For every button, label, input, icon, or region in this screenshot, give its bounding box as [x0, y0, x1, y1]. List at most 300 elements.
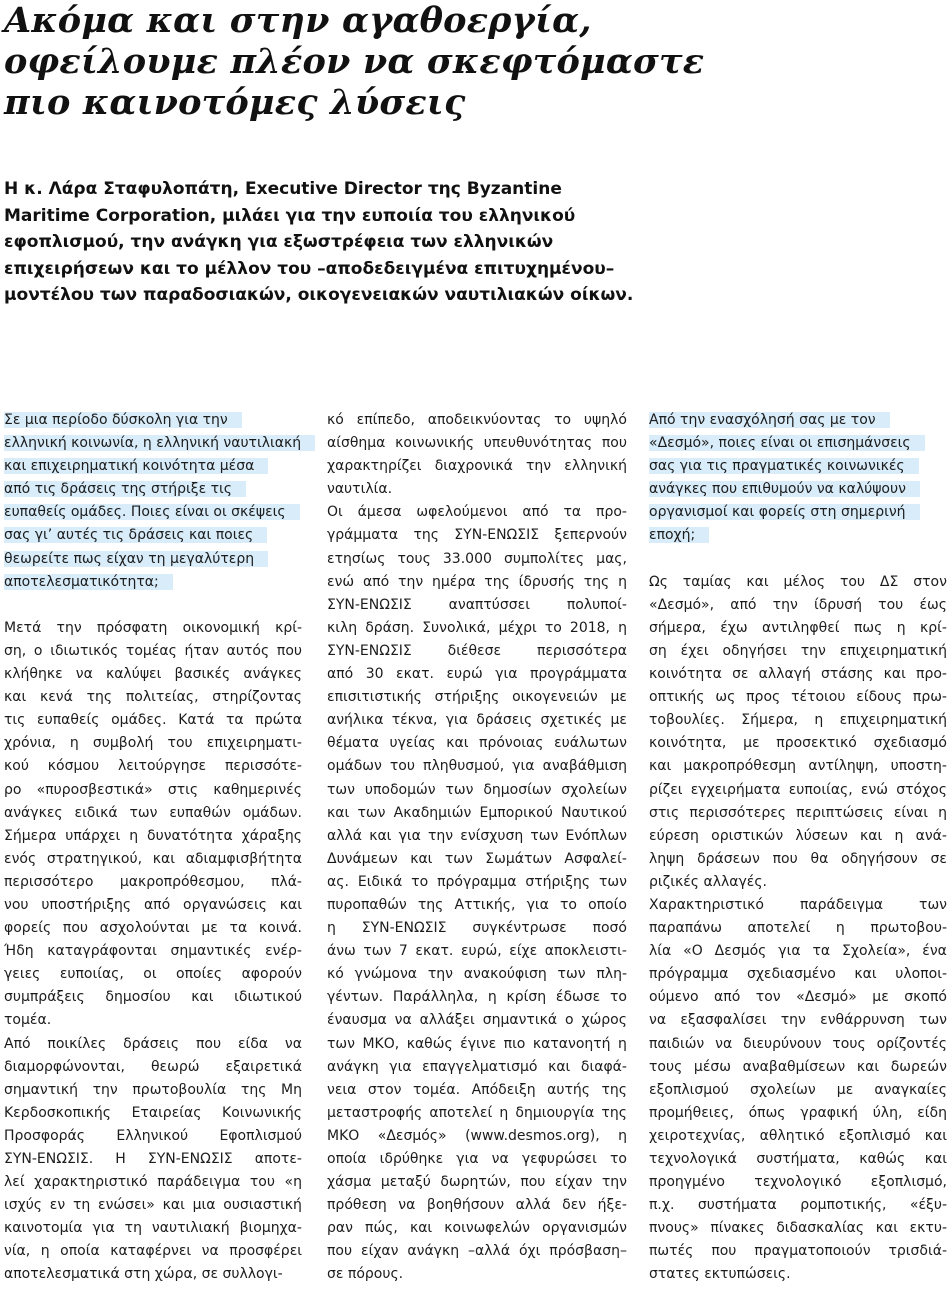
word: πρωτοβου- [870, 920, 947, 937]
word: «Ο [683, 943, 703, 960]
text-line [649, 1033, 947, 1056]
word: των [444, 850, 473, 867]
text-line [649, 1171, 947, 1194]
text-line [649, 1079, 947, 1102]
word: υπευθυνότητας [483, 435, 593, 452]
word: ωφελούμενοι [416, 504, 508, 521]
text-line [649, 594, 947, 617]
word: τους [397, 550, 431, 567]
word: περισσότερα [536, 642, 627, 659]
text-line: αποτελεσματικά στη χώρα, σε συλλογι- [4, 1266, 283, 1283]
word: οποίο [588, 896, 627, 913]
word: ας. [327, 873, 349, 890]
word: από [714, 989, 741, 1006]
word: που [327, 1243, 353, 1260]
word: ασχολούνται [99, 920, 190, 937]
word: ΣΥΝ-ΕΝΩΣΙΣ [327, 642, 412, 659]
text-line [327, 455, 627, 478]
word: ειδικά [74, 804, 118, 821]
word: την [427, 827, 454, 844]
word: 33.000 [442, 550, 492, 567]
word: στις [167, 781, 199, 798]
word: προμήθειες, [649, 1104, 734, 1121]
text-line [649, 917, 947, 940]
word: κρί- [275, 619, 302, 636]
word: λύσεων [795, 827, 848, 844]
text-line [4, 802, 302, 825]
word: η [618, 1035, 627, 1052]
word: εγχειρήματα [690, 781, 781, 798]
word: Συνολικά, [422, 619, 491, 636]
word: την [525, 458, 552, 475]
word: ποικίλες [47, 1035, 107, 1052]
highlighted-text: και επιχειρηματική κοινότητα μέσα [4, 458, 268, 474]
highlighted-text: θεωρείτε πως είχαν τη μεγαλύτερη [4, 551, 268, 567]
article-intro [4, 176, 644, 309]
word: η [894, 827, 904, 844]
word: διαφά- [580, 1058, 627, 1075]
word: έναυσμα [327, 1012, 387, 1029]
word: οικονομική [182, 619, 260, 636]
word: ίδρυσή [813, 596, 862, 613]
word: για [389, 1058, 412, 1075]
intro-line: Η κ. Λάρα Σταφυλοπάτη, Executive Director της Byzantine [4, 179, 562, 199]
word: έγινε [460, 1035, 497, 1052]
word: ευρώ [446, 666, 483, 683]
word: πλη- [596, 966, 627, 983]
word: κό [327, 412, 344, 428]
word: μακροπρόθεσμη [683, 758, 797, 775]
word: τα [812, 943, 831, 960]
word: πρόνοιας [479, 735, 544, 752]
word: σχολείων [749, 1081, 816, 1098]
word: με [610, 689, 627, 706]
word: ευπαθών [169, 804, 231, 821]
highlighted-text: σας γι’ αυτές τις δράσεις και ποιες [4, 527, 267, 543]
word: σχεδιασμό [873, 735, 947, 752]
word: «Δεσμό», [649, 596, 715, 613]
article-title [4, 0, 705, 123]
text-line [649, 709, 947, 732]
word: τέκνα, [391, 712, 438, 729]
text-line [327, 640, 627, 663]
word: τρισδιά- [888, 1243, 947, 1260]
question-line [4, 524, 302, 547]
question-line [4, 478, 302, 501]
word: αλλάξει [419, 1012, 475, 1029]
word: που [601, 435, 627, 452]
word: αποτελεί [429, 1104, 493, 1121]
word: νου [4, 896, 29, 913]
text-line [649, 1056, 947, 1079]
text-line [649, 640, 947, 663]
word: το [559, 896, 577, 913]
word: στον [367, 1081, 402, 1098]
word: ανάγκες [4, 804, 63, 821]
word: εξασφαλίσει [680, 1012, 767, 1029]
word: Χαρακτηριστικό [649, 896, 764, 913]
text-line [327, 825, 627, 848]
text-line [327, 986, 627, 1009]
word: που [195, 1035, 222, 1052]
highlighted-text: ευπαθείς ομάδες. Ποιες είναι οι σκέψεις [4, 504, 300, 520]
word: της [240, 1081, 267, 1098]
word: να [394, 1012, 412, 1029]
text-line [327, 524, 627, 547]
word: πίνακες [710, 1220, 765, 1237]
word: ανάγκη [327, 1058, 379, 1075]
word: Ήδη [4, 943, 34, 960]
word: οι [143, 966, 157, 983]
text-line [327, 963, 627, 986]
question-line [4, 432, 302, 455]
word: αυτός [226, 642, 270, 659]
word: από [327, 666, 354, 683]
text-line [4, 617, 302, 640]
word: γράμματα [327, 527, 399, 544]
word: δημοσίου [105, 989, 171, 1006]
text-line [4, 986, 302, 1009]
word: η [938, 804, 947, 821]
text-line [4, 1148, 302, 1171]
word: των [327, 781, 355, 798]
text-line [649, 986, 947, 1009]
word: πνους» [649, 1220, 699, 1237]
word: δεν [562, 1197, 587, 1214]
word: Σωμάτων [485, 850, 552, 867]
word: μας, [596, 550, 627, 567]
word: που [62, 920, 89, 937]
text-line [327, 802, 627, 825]
question-line [4, 548, 302, 571]
word: ο [33, 642, 43, 659]
word: ΣΥΝ-ΕΝΩΣΙΣ [327, 596, 412, 613]
word: ιδιωτικού [234, 989, 302, 1006]
word: παραπάνω [649, 920, 722, 937]
word: με [743, 735, 760, 752]
word: τοβουλίες. [649, 712, 725, 729]
word: συμπολίτες [503, 550, 585, 567]
word: πληθυσμού, [423, 758, 505, 775]
text-line [649, 802, 947, 825]
word: από [730, 596, 757, 613]
word: ανά- [915, 827, 947, 844]
word: των [445, 781, 474, 798]
word: προσεκτικό [776, 735, 857, 752]
word: δράσεις [123, 1035, 180, 1052]
word: συστήματα, [756, 1151, 840, 1167]
word: 2018, [569, 619, 611, 636]
word: τέτοιου [791, 689, 846, 706]
word: να [75, 666, 93, 683]
word: εν [49, 1197, 66, 1214]
word: οποία [60, 1243, 100, 1260]
text-line [327, 1240, 627, 1263]
paragraph-gap [649, 548, 947, 571]
word: και [649, 758, 672, 775]
word: κρί- [920, 619, 947, 636]
word: σημαντική [4, 1081, 78, 1098]
text-line [649, 1217, 947, 1240]
text-line [4, 1079, 302, 1102]
word: αλλαγή [758, 666, 811, 683]
word: μεταστροφής [327, 1104, 423, 1121]
word: στήριξης [434, 689, 500, 706]
word: Απόδειξη [471, 1081, 536, 1098]
word: περιπτώσεις [796, 804, 884, 821]
question-line [649, 455, 947, 478]
text-line [649, 779, 947, 802]
question-line [649, 409, 947, 432]
word: πώς, [365, 1220, 398, 1237]
word: κρίση [506, 989, 547, 1006]
text-line [649, 1148, 947, 1171]
text-line [4, 640, 302, 663]
word: προηγμένο [649, 1174, 725, 1191]
word: μέλος [783, 573, 826, 590]
word: προγράμματα [529, 666, 627, 683]
word: –αλλά [468, 1243, 511, 1260]
word: πωτές [649, 1243, 694, 1260]
word: τους [832, 1035, 866, 1052]
word: τα [563, 504, 582, 521]
word: υποστήριξης [41, 896, 132, 913]
text-line [649, 663, 947, 686]
word: χειροτεχνίας, [649, 1127, 746, 1144]
text-line [4, 709, 302, 732]
word: περισσότερο [4, 873, 94, 890]
word: στόχος [896, 781, 947, 798]
text-line: σε πόρους. [327, 1266, 404, 1283]
word: ισχύς [4, 1197, 43, 1214]
word: ένα [922, 943, 947, 960]
word: έχω [720, 619, 748, 636]
word: των [363, 943, 392, 960]
word: και [409, 1220, 433, 1237]
word: Οι [327, 504, 343, 521]
word: θα [810, 850, 829, 867]
text-line [327, 1102, 627, 1125]
word: και [856, 1058, 880, 1075]
word: εκατ. [396, 666, 434, 683]
word: κού [4, 758, 29, 775]
word: η [129, 827, 139, 844]
text-line [4, 1125, 302, 1148]
word: εκτυ- [909, 1220, 947, 1237]
paragraph-gap [4, 594, 302, 617]
word: σχολείων [561, 781, 627, 798]
answer-paragraph [649, 571, 947, 894]
word: κενά [39, 689, 73, 706]
text-line [649, 1102, 947, 1125]
word: Αττικής, [454, 896, 516, 913]
word: σε [930, 850, 947, 867]
word: αποδεικνύοντας [427, 412, 542, 428]
text-line [649, 1009, 947, 1032]
text-line [327, 894, 627, 917]
word: λεί [4, 1174, 25, 1191]
answer-paragraph [4, 1033, 302, 1287]
word: με [610, 712, 627, 729]
word: την [398, 573, 424, 590]
word: συμβολή [92, 735, 154, 752]
interview-question [649, 409, 947, 548]
word: αναγκαίες [874, 1081, 947, 1098]
word: ρο [4, 781, 22, 798]
intro-line: μοντέλου των παραδοσιακών, οικογενειακών ναυτιλιακών οίκων. [4, 285, 634, 305]
word: και [746, 573, 769, 590]
text-line [649, 1194, 947, 1217]
word: αντιληφθεί [762, 619, 840, 636]
word: αδιαμφισβήτητα [185, 850, 302, 867]
text-line [4, 894, 302, 917]
word: δωρητών, [440, 1174, 511, 1191]
word: και [410, 850, 433, 867]
word: χώρος [581, 1012, 627, 1029]
word: όχι [518, 1243, 541, 1260]
word: των [129, 804, 158, 821]
word: με [872, 989, 889, 1006]
text-line [327, 1148, 627, 1171]
word: θέματα [327, 735, 379, 752]
word: Εφοπλισμού [219, 1127, 302, 1144]
text-line [4, 686, 302, 709]
word: οριστικών [711, 827, 784, 844]
word: διέθεσε [447, 642, 502, 659]
word: σχεδιασμένο [746, 966, 836, 983]
word: καταγράφονται [47, 943, 157, 960]
highlighted-text: ελληνική κοινωνία, η ελληνική ναυτιλιακή [4, 435, 315, 451]
intro-line: επιχειρήσεων και το μέλλον του –αποδεδειγμένα επιτυχημένου– [4, 258, 615, 279]
word: την [56, 619, 82, 636]
word: για [398, 827, 421, 844]
text-line [4, 1056, 302, 1079]
word: και [446, 735, 469, 752]
word: κλήθηκε [4, 666, 63, 683]
question-line [4, 571, 302, 594]
word: Ενόπλων [565, 827, 627, 844]
word: διαχρονικά [434, 458, 513, 475]
word: κοινότητα [649, 666, 722, 683]
text-line [327, 871, 627, 894]
word: ευπαθείς [37, 712, 100, 729]
word: νία, [4, 1243, 31, 1260]
word: η [40, 1243, 50, 1260]
word: πλά- [270, 873, 302, 890]
question-line [649, 524, 947, 547]
word: των [919, 896, 947, 913]
word: ξεπερνούν [554, 527, 627, 544]
text-line [327, 617, 627, 640]
word: πρωτοβουλία [132, 1081, 227, 1098]
word: ταμίας [682, 573, 732, 590]
text-line [4, 963, 302, 986]
text-line [327, 1009, 627, 1032]
text-line [327, 1033, 627, 1056]
text-line [649, 848, 947, 871]
word: ως [715, 689, 736, 706]
word: η [618, 619, 627, 636]
highlighted-text: Από την ενασχόλησή σας με τον [649, 412, 890, 428]
word: Σχολεία», [842, 943, 911, 960]
word: των [557, 966, 586, 983]
word: οπτικής [649, 689, 705, 706]
word: Η [115, 1151, 126, 1167]
text-line [327, 594, 627, 617]
word: της [583, 573, 610, 590]
text-line [4, 917, 302, 940]
word: πυροπαθών [327, 896, 407, 913]
word: ανήλικα [327, 712, 384, 729]
word: για [445, 712, 468, 729]
word: για [778, 943, 801, 960]
text-line [327, 1125, 627, 1148]
word: αλλά [515, 1197, 551, 1214]
text-line [327, 848, 627, 871]
word: τους [649, 1058, 683, 1075]
word: οδηγήσει [722, 642, 787, 659]
word: η [69, 735, 79, 752]
word: παράδειγμα [157, 1174, 241, 1191]
word: εξαιρετικά [225, 1058, 302, 1075]
word: για [456, 1151, 479, 1167]
word: που [520, 1174, 546, 1191]
text-line [649, 732, 947, 755]
highlighted-text: οργανισμοί και φορείς στη σημερινή [649, 504, 920, 520]
question-line [649, 432, 947, 455]
word: το [411, 873, 429, 890]
word: επαγγελματισμό [422, 1058, 538, 1075]
word: ενώ [327, 573, 355, 590]
word: οργανισμών [542, 1220, 627, 1237]
word: εξοπλισμό, [870, 1174, 947, 1191]
interview-question [4, 409, 302, 594]
word: λία [649, 943, 672, 960]
word: να [649, 1012, 667, 1029]
word: πρόγραμμα [437, 873, 517, 890]
word: να [398, 1197, 416, 1214]
word: υλοποι- [895, 966, 947, 983]
word: αθλητικό [759, 1127, 825, 1144]
text-line [327, 917, 627, 940]
text-line [327, 1217, 627, 1240]
word: την [772, 596, 798, 613]
word: «η [284, 1174, 302, 1191]
word: και [883, 666, 906, 683]
word: χαρακτηριστικό [34, 1174, 148, 1191]
text-line [4, 940, 302, 963]
highlighted-text: Σε μια περίοδο δύσκολη για την [4, 412, 242, 428]
question-line [4, 501, 302, 524]
word: η [896, 619, 906, 636]
word: των [919, 1012, 947, 1029]
text-line [327, 1056, 627, 1079]
word: ΣΥΝ-ΕΝΩΣΙΣ [454, 527, 540, 544]
word: ενίσχυση [460, 827, 524, 844]
word: ανακούφιση [463, 966, 547, 983]
word: εκατ. [415, 943, 454, 960]
word: καθώς [406, 1035, 453, 1052]
word: κόσμου [47, 758, 100, 775]
word: τεχνολογικό [754, 1174, 842, 1191]
text-line [327, 755, 627, 778]
word: είδους [856, 689, 903, 706]
text-line [327, 940, 627, 963]
word: ευρώ, [460, 943, 502, 960]
text-line [327, 548, 627, 571]
word: περισσότερες [689, 804, 786, 821]
word: κό [327, 966, 344, 983]
